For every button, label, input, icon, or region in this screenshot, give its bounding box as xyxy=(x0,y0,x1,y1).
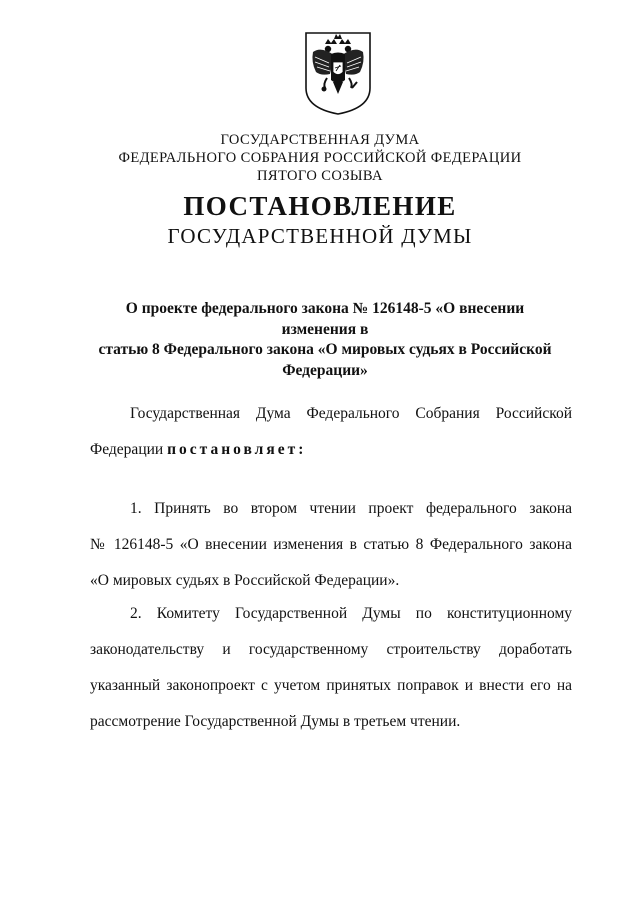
subject-line: О проекте федерального закона № 126148-5 «О внесении изменения в xyxy=(125,300,525,338)
subject-line: статью 8 Федерального закона «О мировых судьях в Российской xyxy=(98,341,552,358)
coat-of-arms-emblem xyxy=(303,30,373,116)
document-subtitle: ГОСУДАРСТВЕННОЙ ДУМЫ xyxy=(167,224,473,248)
subject-line: Федерации» xyxy=(282,361,368,379)
document-title: ПОСТАНОВЛЕНИЕ xyxy=(183,191,457,221)
header-line-convocation: ПЯТОГО СОЗЫВА xyxy=(257,168,383,184)
decree-word: постановляет: xyxy=(167,441,307,458)
header-line-duma: ГОСУДАРСТВЕННАЯ ДУМА xyxy=(220,132,420,148)
item-2-paragraph xyxy=(90,596,572,740)
preamble-prefix: Федерации xyxy=(90,441,168,458)
preamble-paragraph xyxy=(90,405,572,459)
item-2-line: законодательству и государственному строительству доработать xyxy=(90,641,572,658)
item-1-paragraph xyxy=(90,491,572,599)
preamble-line xyxy=(90,441,572,459)
item-1-line: № 126148-5 «О внесении изменения в статью 8 Федерального закона xyxy=(90,536,572,553)
preamble-line: Государственная Дума Федерального Собрания Российской xyxy=(130,405,572,422)
item-1-line: 1. Принять во втором чтении проект федерального закона xyxy=(130,500,572,517)
item-2-line: указанный законопроект с учетом принятых поправок и внести его на xyxy=(90,677,572,694)
header-line-assembly: ФЕДЕРАЛЬНОГО СОБРАНИЯ РОССИЙСКОЙ ФЕДЕРАЦИИ xyxy=(118,150,522,166)
item-2-line: 2. Комитету Государственной Думы по конституционному xyxy=(130,605,572,622)
item-1-line: «О мировых судьях в Российской Федерации». xyxy=(90,572,400,589)
coat-of-arms-icon xyxy=(303,30,373,116)
item-2-line: рассмотрение Государственной Думы в третьем чтении. xyxy=(90,713,461,730)
document-subject xyxy=(90,299,560,381)
